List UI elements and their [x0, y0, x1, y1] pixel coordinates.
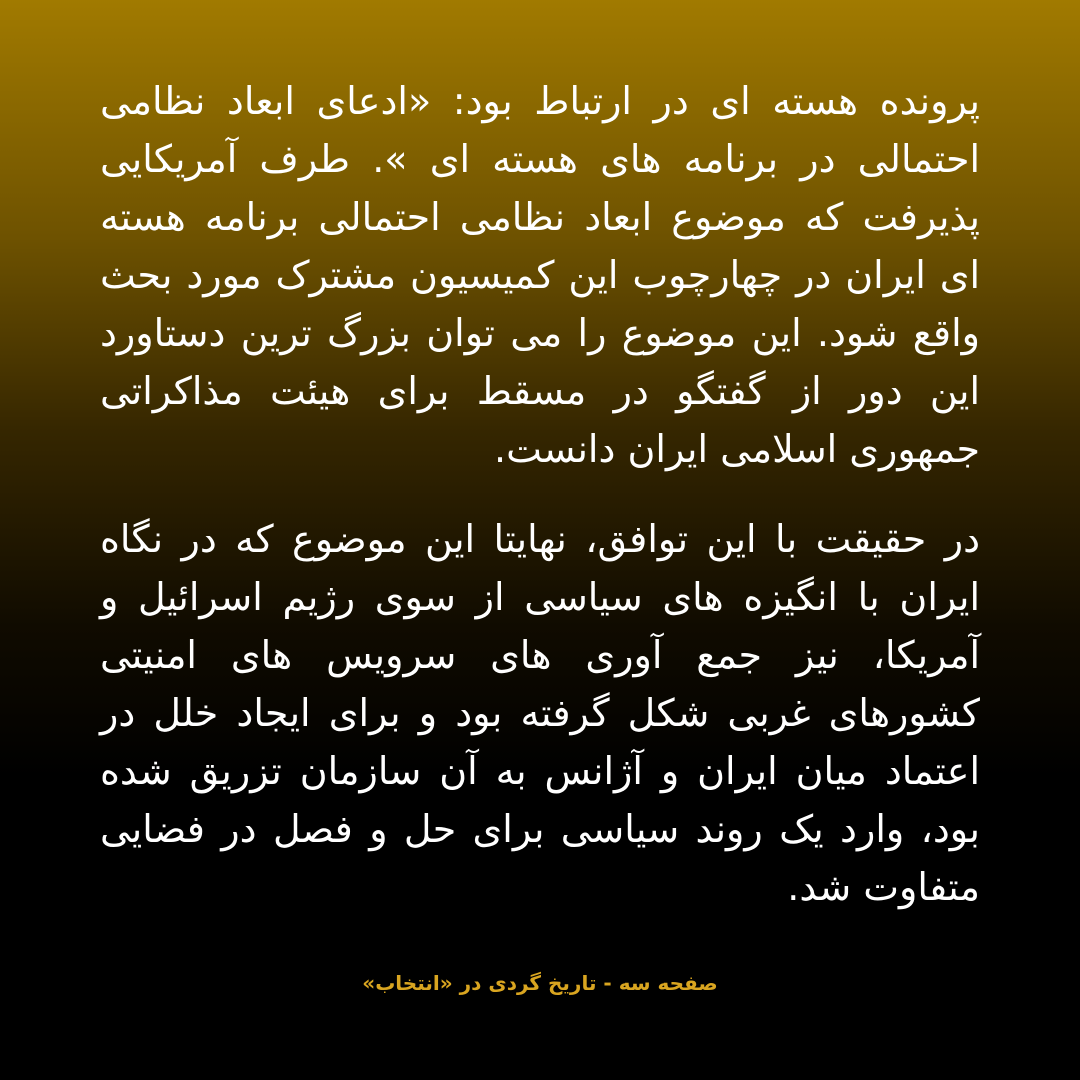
- body-paragraph-2: در حقیقت با این توافق، نهایتا این موضوع که در نگاه ایران با انگیزه های سیاسی از سوی رژیم اسرائیل و آمریکا، نیز جمع آوری های سرویس های امنیتی کشورهای غربی شکل گرفته بود و برای ایجاد خلل در اعتماد میان ایران و آژانس به آن سازمان تزریق شده بود، وارد یک روند سیاسی برای حل و فصل در فضایی متفاوت شد.: [100, 517, 980, 909]
- footer-caption: صفحه سه - تاریخ گردی در «انتخاب»: [362, 971, 718, 995]
- body-paragraph-1: پرونده هسته ای در ارتباط بود: «ادعای ابعاد نظامی احتمالی در برنامه های هسته ای ». طرف آمریکایی پذیرفت که موضوع ابعاد نظامی احتمالی برنامه هسته ای ایران در چهارچوب این کمیسیون مشترک مورد بحث واقع شود. این موضوع را می توان بزرگ ترین دستاورد این دور از گفتگو در مسقط برای هیئت مذاکراتی جمهوری اسلامی ایران دانست.: [100, 79, 980, 471]
